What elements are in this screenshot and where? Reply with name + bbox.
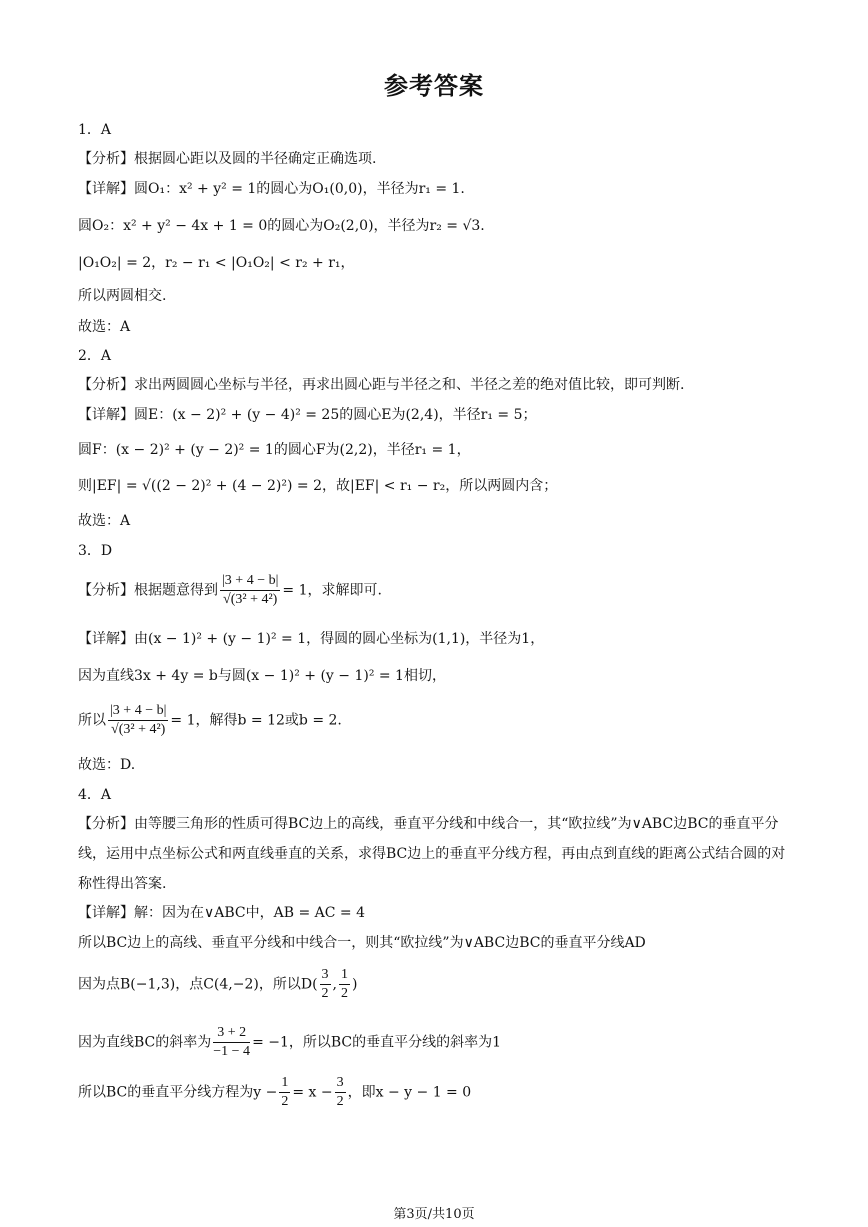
q3-analysis-lead: 【分析】根据题意得到: [78, 582, 218, 599]
eq-fraction-2: $\frac{3}{2}$: [336, 1075, 344, 1109]
d-y-fraction: $\frac{1}{2}$: [340, 967, 348, 1001]
q3-detail-3: [78, 702, 798, 739]
q2-analysis: 【分析】求出两圆圆心坐标与半径，再求出圆心距与半径之和、半径之差的绝对值比较，即可判断.: [78, 377, 685, 393]
q3-detail-3-lead: 所以: [78, 712, 106, 729]
q3-analysis-tail: = 1，求解即可.: [282, 582, 382, 599]
q1-detail-3: |O₁O₂| = 2，r₂ − r₁ < |O₁O₂| < r₂ + r₁，: [78, 255, 355, 271]
q4-detail-5-lead: 所以BC的垂直平分线方程为: [78, 1084, 254, 1101]
q4-detail-3-lead: 因为点B(−1,3)，点C(4,−2)，所以D: [78, 976, 313, 993]
q1-detail-2: 圆O₂：x² + y² − 4x + 1 = 0的圆心为O₂(2,0)，半径为r₂ = √3.: [78, 218, 485, 234]
q1-answer: 1．A: [78, 122, 112, 138]
q3-fraction-2: $\frac{|3 + 4 - b|}{\text{√(3² + 4²)}}$: [110, 703, 167, 737]
q3-fraction-1: $\frac{|3 + 4 - b|}{\text{√(3² + 4²)}}$: [222, 573, 279, 607]
q1-choice: 故选：A: [78, 319, 131, 335]
q4-detail-4-lead: 因为直线BC的斜率为: [78, 1034, 212, 1051]
q2-answer: 2．A: [78, 348, 112, 364]
q4-detail-4: [78, 1024, 798, 1061]
q3-answer: 3．D: [78, 543, 113, 559]
q4-detail-2: 所以BC边上的高线、垂直平分线和中线合一，则其“欧拉线”为∨ABC边BC的垂直平分线AD: [78, 935, 646, 951]
page-title: 参考答案: [384, 72, 484, 100]
q4-detail-1: 【详解】解：因为在∨ABC中，AB = AC = 4: [78, 905, 366, 921]
q3-detail-2: 因为直线3x + 4y = b与圆(x − 1)² + (y − 1)² = 1相切，: [78, 668, 446, 684]
q1-detail-1: 【详解】圆O₁：x² + y² = 1的圆心为O₁(0,0)，半径为r₁ = 1.: [78, 181, 465, 197]
q4-detail-3: 因为点B(−1,3)，点C(4,−2)，所以D( $\frac{3}{2}$ , $\frac{1}{2}$ ): [78, 967, 358, 1001]
q2-detail-1: 【详解】圆E：(x − 2)² + (y − 4)² = 25的圆心E为(2,4)，半径r₁ = 5；: [78, 407, 537, 423]
q3-detail-3-tail: = 1，解得b = 12或b = 2.: [170, 712, 342, 729]
q1-detail-4: 所以两圆相交.: [78, 288, 167, 304]
d-x-fraction: $\frac{3}{2}$: [321, 967, 329, 1001]
q4-detail-4-tail: = −1，所以BC的垂直平分线的斜率为1: [252, 1034, 502, 1051]
q2-detail-2: 圆F：(x − 2)² + (y − 2)² = 1的圆心F为(2,2)，半径r₁ = 1，: [78, 442, 471, 458]
q1-analysis: 【分析】根据圆心距以及圆的半径确定正确选项.: [78, 151, 377, 167]
q4-analysis: 【分析】由等腰三角形的性质可得BC边上的高线，垂直平分线和中线合一，其“欧拉线”为∨ABC边BC的垂直平分线，运用中点坐标公式和两直线垂直的关系，求得BC边上的垂直平分线方程，再由点到直线的距离公式结合圆的对称性得出答案.: [78, 816, 786, 892]
q3-analysis: [78, 572, 798, 609]
q2-choice: 故选：A: [78, 513, 131, 529]
q3-detail-1: 【详解】由(x − 1)² + (y − 1)² = 1，得圆的圆心坐标为(1,1)，半径为1，: [78, 631, 545, 647]
eq-fraction-1: $\frac{1}{2}$: [281, 1075, 289, 1109]
q4-detail-5: 所以BC的垂直平分线方程为y − $\frac{1}{2}$ = x − $\frac{3}{2}$ ，即x − y − 1 = 0: [78, 1075, 472, 1109]
slope-fraction: $\frac{3 + 2}{-1 - 4}$: [213, 1025, 251, 1059]
page-footer: 第3页/共10页: [393, 1207, 475, 1222]
q4-answer: 4．A: [78, 787, 112, 803]
q3-choice: 故选：D.: [78, 757, 136, 773]
q2-detail-3: 则|EF| = √((2 − 2)² + (4 − 2)²) = 2，故|EF| < r₁ − r₂，所以两圆内含；: [78, 478, 558, 494]
